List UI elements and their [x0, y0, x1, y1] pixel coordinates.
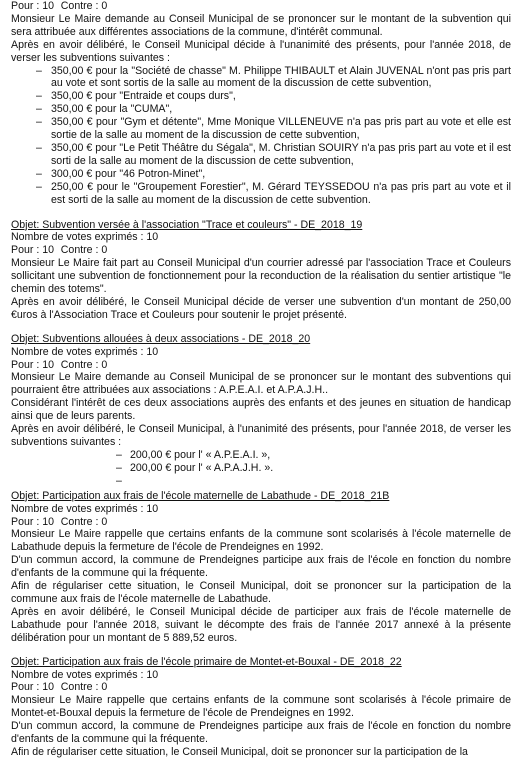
vote-count [11, 359, 511, 372]
section-title: Objet: Participation aux frais de l'école primaire de Montet-et-Bouxal - DE_2018_22 [11, 655, 402, 668]
subvention-list [11, 449, 511, 488]
paragraph: Après en avoir délibéré, le Conseil Municipal, à l'unanimité des présents, pour l'année 2018, de verser les subventions suivantes : [11, 423, 511, 448]
subvention-list [11, 65, 511, 207]
list-item: – 200,00 € pour l' « A.P.A.J.H. ». [11, 462, 511, 475]
list-item: – 350,00 € pour la "Société de chasse" M. Philippe THIBAULT et Alain JUVENAL n'ont pas pris part au vote et sont sortis de la salle au moment de la discussion de cette subvention, [11, 65, 511, 91]
vote-count [11, 681, 511, 694]
vote-contre: Contre : 0 [60, 515, 108, 528]
vote-count [11, 0, 511, 13]
list-item: – 350,00 € pour "Le Petit Théâtre du Ségala", M. Christian SOUIRY n'a pas pris part au vote et il est sorti de la salle au moment de la discussion de cette subvention, [11, 142, 511, 168]
vote-pour: Pour : 10 [11, 681, 54, 694]
list-item: – 200,00 € pour l' « A.P.E.A.I. », [11, 449, 511, 462]
paragraph: Monsieur Le Maire fait part au Conseil Municipal d'un courrier adressé par l'association Trace et Couleurs sollicitant une subvention de fonctionnement pour la reconduction de la réalisation du sentier artistique "le chemin des totems". [11, 257, 511, 296]
paragraph: D'un commun accord, la commune de Prendeignes participe aux frais de l'école en fonction du nombre d'enfants de la commune qui la fréquente. [11, 554, 511, 580]
vote-contre: Contre : 0 [60, 358, 108, 371]
list-item: – 300,00 € pour "46 Potron-Minet", [11, 168, 511, 181]
paragraph: Après en avoir délibéré, le Conseil Municipal décide de verser une subvention d'un montant de 250,00 €uros à l'Association Trace et Couleurs pour soutenir le projet présenté. [11, 295, 511, 321]
paragraph: Considérant l'intérêt de ces deux associations auprès des enfants et des jeunes en situation de handicap ainsi que de leurs parents. [11, 397, 511, 423]
vote-pour: Pour : 10 [11, 358, 54, 371]
votes-exprimes: Nombre de votes exprimés : 10 [11, 502, 159, 515]
vote-pour: Pour : 10 [11, 0, 54, 12]
section-title: Objet: Participation aux frais de l'école maternelle de Labathude - DE_2018_21B [11, 489, 390, 502]
vote-contre: Contre : 0 [60, 0, 108, 12]
deliberation-trace-couleurs [11, 219, 511, 322]
votes-exprimes: Nombre de votes exprimés : 10 [11, 345, 159, 358]
section-title: Objet: Subvention versée à l'association "Trace et couleurs" - DE_2018_19 [11, 218, 363, 231]
paragraph: Après en avoir délibéré, le Conseil Municipal décide à l'unanimité des présents, pour l'année 2018, de verser les subventions suivantes : [11, 38, 511, 64]
paragraph: Monsieur Le Maire rappelle que certains enfants de la commune sont scolarisés à l'école primaire de Montet-et-Bouxal depuis la fermeture de l'école de Prendeignes en 1992. [11, 694, 511, 720]
vote-count [11, 244, 511, 257]
vote-contre: Contre : 0 [60, 681, 108, 694]
paragraph: Monsieur Le Maire demande au Conseil Municipal de se prononcer sur le montant des subventions qui pourraient être attribuées aux associations : A.P.E.A.I. et A.P.A.J.H.. [11, 371, 511, 397]
list-item: – 250,00 € pour le "Groupement Forestier", M. Gérard TEYSSEDOU n'a pas pris part au vote et il est sorti de la salle au moment de la discussion de cette subvention. [11, 181, 511, 207]
paragraph: Monsieur Le Maire demande au Conseil Municipal de se prononcer sur le montant de la subvention qui sera attribuée aux différentes associations de la commune, d'intérêt communal. [11, 12, 511, 38]
paragraph: Afin de régulariser cette situation, le Conseil Municipal, doit se prononcer sur la participation de la [11, 745, 468, 758]
vote-contre: Contre : 0 [60, 244, 108, 257]
paragraph: Monsieur Le Maire rappelle que certains enfants de la commune sont scolarisés à l'école maternelle de Labathude depuis la fermeture de l'école de Prendeignes en 1992. [11, 528, 511, 554]
paragraph: Afin de régulariser cette situation, le Conseil Municipal, doit se prononcer sur la participation de la commune aux frais de l'école maternelle de Labathude. [11, 580, 511, 605]
vote-pour: Pour : 10 [11, 515, 54, 528]
paragraph: D'un commun accord, la commune de Prendeignes participe aux frais de l'école en fonction du nombre d'enfants de la commune qui la fréquente. [11, 720, 511, 746]
deliberation-ecole-maternelle [11, 490, 511, 645]
deliberation-subventions-communales [11, 0, 511, 207]
vote-pour: Pour : 10 [11, 244, 54, 257]
list-item: – 350,00 € pour "Entraide et coups durs", [11, 90, 511, 103]
votes-exprimes: Nombre de votes exprimés : 10 [11, 668, 159, 681]
list-item: – 350,00 € pour la "CUMA", [11, 103, 511, 116]
vote-count [11, 516, 511, 529]
paragraph: Après en avoir délibéré, le Conseil Municipal décide de participer aux frais de l'école maternelle de Labathude pour l'année 2018, suivant le décompte des frais de l'année 2017 annexé à la présente délibération pour un montant de 5 889,52 euros. [11, 605, 511, 644]
votes-exprimes: Nombre de votes exprimés : 10 [11, 231, 159, 244]
list-item: – 350,00 € pour "Gym et détente", Mme Monique VILLENEUVE n'a pas pris part au vote et elle est sortie de la salle au moment de la discussion de cette subvention, [11, 116, 511, 142]
empty-list-item [11, 475, 511, 488]
deliberation-deux-associations [11, 333, 511, 488]
deliberation-ecole-primaire [11, 656, 511, 759]
section-title: Objet: Subventions allouées à deux associations - DE_2018_20 [11, 332, 311, 345]
